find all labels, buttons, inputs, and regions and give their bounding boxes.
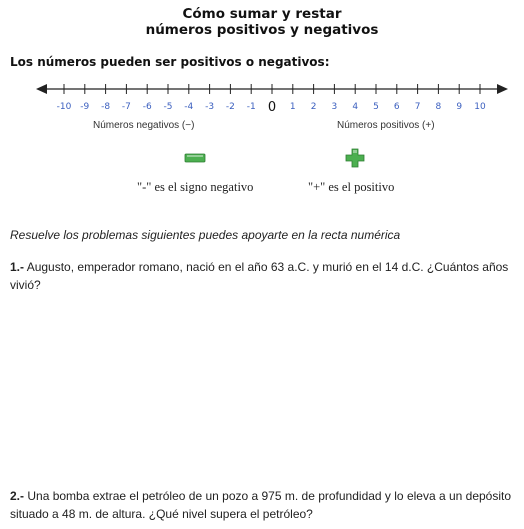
number-line-label: -10 bbox=[56, 102, 72, 112]
number-line-label: 10 bbox=[474, 102, 486, 112]
left-arrow-icon bbox=[36, 84, 47, 94]
problem-2 bbox=[10, 487, 516, 523]
number-line-label: -3 bbox=[205, 102, 215, 112]
negative-numbers-caption: Números negativos (−) bbox=[93, 120, 195, 131]
number-line-label: 9 bbox=[456, 102, 463, 112]
number-line-ticks bbox=[64, 84, 480, 94]
number-line-label: -6 bbox=[142, 102, 152, 112]
positive-numbers-caption: Números positivos (+) bbox=[337, 120, 435, 131]
problem-1-number: 1.- bbox=[10, 260, 25, 274]
number-line-label: -4 bbox=[184, 102, 194, 112]
problem-2-text: Una bomba extrae el petróleo de un pozo a 975 m. de profundidad y lo eleva a un depósito situado a 48 m. de altura. ¿Qué nivel supera el petróleo? bbox=[10, 489, 512, 521]
number-line-label: 2 bbox=[310, 102, 317, 112]
number-line-label: -8 bbox=[101, 102, 111, 112]
minus-sign-icon bbox=[184, 151, 206, 165]
number-line-label: 1 bbox=[289, 102, 296, 112]
number-line-label: 8 bbox=[435, 102, 442, 112]
number-line-label: -1 bbox=[246, 102, 256, 112]
plus-sign-icon bbox=[345, 148, 365, 168]
number-line-label: 6 bbox=[393, 102, 400, 112]
number-line-label: -2 bbox=[225, 102, 235, 112]
number-line-label: -5 bbox=[163, 102, 173, 112]
page-subtitle: números positivos y negativos bbox=[145, 22, 379, 38]
right-arrow-icon bbox=[497, 84, 508, 94]
minus-sign-caption: "-" es el signo negativo bbox=[137, 180, 254, 194]
number-line-label: 3 bbox=[331, 102, 338, 112]
problem-1 bbox=[10, 258, 516, 294]
instructions-text: Resuelve los problemas siguientes puedes apoyarte en la recta numérica bbox=[10, 228, 401, 242]
number-line-label: 4 bbox=[352, 102, 359, 112]
plus-sign-caption: "+" es el positivo bbox=[308, 180, 395, 194]
problem-2-number: 2.- bbox=[10, 489, 25, 503]
number-line-label: 7 bbox=[414, 102, 421, 112]
page-title: Cómo sumar y restar bbox=[182, 6, 342, 22]
number-line-label: 0 bbox=[267, 100, 277, 115]
number-line-label: -7 bbox=[121, 102, 131, 112]
number-line-labels bbox=[57, 100, 486, 115]
number-line-label: -9 bbox=[80, 102, 90, 112]
number-line-label: 5 bbox=[373, 102, 379, 112]
intro-heading: Los números pueden ser positivos o negativos: bbox=[10, 55, 330, 69]
problem-1-text: Augusto, emperador romano, nació en el año 63 a.C. y murió en el 14 d.C. ¿Cuántos años vivió? bbox=[10, 260, 509, 292]
number-line bbox=[0, 78, 524, 120]
